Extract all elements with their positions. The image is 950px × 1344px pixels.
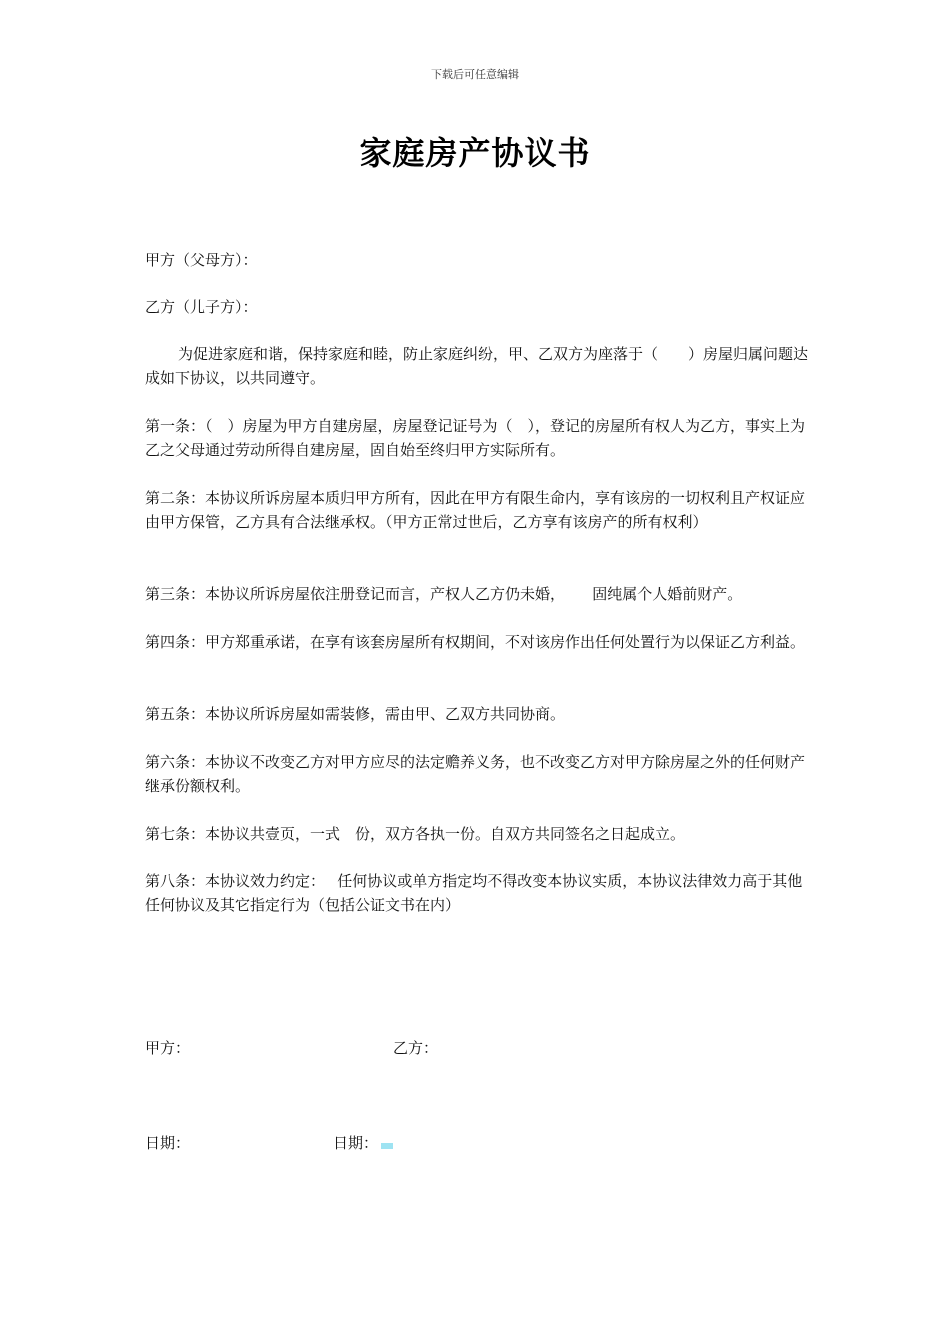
article-6: 第六条：本协议不改变乙方对甲方应尽的法定赡养义务，也不改变乙方对甲方除房屋之外的任何财产继承份额权利。 [145,753,806,795]
article-1: 第一条：（ ）房屋为甲方自建房屋，房屋登记证号为（ ），登记的房屋所有权人为乙方，事实上为乙之父母通过劳动所得自建房屋，固自始至终归甲方实际所有。 [145,417,806,459]
party-a-signature-label: 甲方： [145,1039,191,1057]
intro-paragraph: 为促进家庭和谐，保持家庭和睦，防止家庭纠纷，甲、乙双方为座落于（ ）房屋归属问题达成如下协议，以共同遵守。 [145,345,809,387]
party-a-date-label: 日期： [145,1134,191,1152]
party-b-date-block [333,1131,393,1155]
party-b-date-label: 日期： [333,1134,379,1152]
document-title: 家庭房产协议书 [359,134,591,172]
party-b-signature-label: 乙方： [393,1039,439,1057]
article-4: 第四条：甲方郑重承诺，在享有该套房屋所有权期间，不对该房作出任何处置行为以保证乙方利益。 [145,633,806,651]
article-5: 第五条：本协议所诉房屋如需装修，需由甲、乙双方共同协商。 [145,705,566,723]
article-8: 第八条：本协议效力约定： 任何协议或单方指定均不得改变本协议实质，本协议法律效力高于其他任何协议及其它指定行为（包括公证文书在内） [145,872,803,914]
article-7: 第七条：本协议共壹页，一式 份，双方各执一份。自双方共同签名之日起成立。 [145,825,686,843]
article-2: 第二条：本协议所诉房屋本质归甲方所有，因此在甲方有限生命内，享有该房的一切权利且产权证应由甲方保管，乙方具有合法继承权。（甲方正常过世后，乙方享有该房产的所有权利） [145,489,806,531]
article-3: 第三条：本协议所诉房屋依注册登记而言，产权人乙方仍未婚， 固纯属个人婚前财产。 [145,585,743,603]
party-a-line: 甲方（父母方）： [145,251,258,269]
highlight-mark [381,1143,393,1149]
party-b-line: 乙方（儿子方）： [145,298,258,316]
header-note: 下载后可任意编辑 [431,68,519,81]
